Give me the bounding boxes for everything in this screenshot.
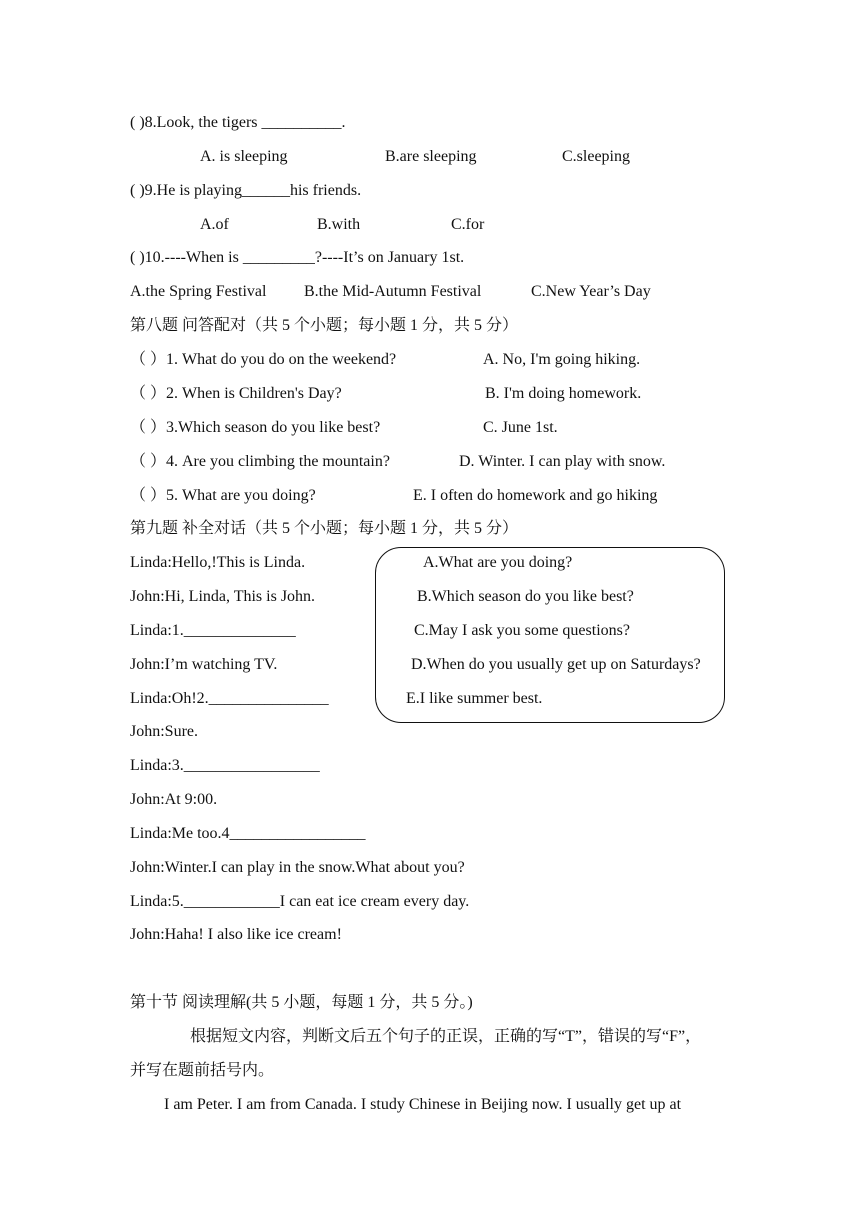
dialogue-line: Linda:5.____________I can eat ice cream every day. [130,893,470,910]
matching-answer: D. Winter. I can play with snow. [459,453,666,470]
q9-option-c: C.for [451,216,485,233]
matching-answer: B. I'm doing homework. [485,385,642,402]
dialogue-line: John:Winter.I can play in the snow.What about you? [130,859,465,876]
matching-answer: E. I often do homework and go hiking [413,487,658,504]
dialogue-line: John:Sure. [130,723,198,740]
section10-instruction: 根据短文内容，判断文后五个句子的正误，正确的写“T”，错误的写“F”， [190,1028,702,1045]
matching-question: （ ）4. Are you climbing the mountain? [130,453,390,470]
reading-passage: I am Peter. I am from Canada. I study Chinese in Beijing now. I usually get up at [164,1096,682,1113]
dialogue-option: B.Which season do you like best? [417,588,634,605]
dialogue-line: John:Haha! I also like ice cream! [130,926,342,943]
dialogue-line: Linda:Me too.4_________________ [130,825,366,842]
dialogue-line: John:Hi, Linda, This is John. [130,588,316,605]
q9-stem: ( )9.He is playing______his friends. [130,182,362,199]
matching-question: （ ）1. What do you do on the weekend? [130,351,397,368]
matching-question: （ ）5. What are you doing? [130,487,316,504]
section10-title: 第十节 阅读理解(共 5 小题，每题 1 分，共 5 分。) [130,994,473,1011]
matching-question: （ ）2. When is Children's Day? [130,385,342,402]
q8-stem: ( )8.Look, the tigers __________. [130,114,346,131]
dialogue-line: Linda:3._________________ [130,757,320,774]
dialogue-option: A.What are you doing? [423,554,573,571]
dialogue-line: Linda:Oh!2._______________ [130,690,329,707]
dialogue-line: Linda:Hello,!This is Linda. [130,554,306,571]
q8-option-c: C.sleeping [562,148,630,165]
matching-answer: A. No, I'm going hiking. [483,351,641,368]
dialogue-line: John:At 9:00. [130,791,218,808]
dialogue-line: Linda:1.______________ [130,622,296,639]
q8-option-a: A. is sleeping [200,148,288,165]
dialogue-line: John:I’m watching TV. [130,656,278,673]
dialogue-option: E.I like summer best. [406,690,543,707]
q9-option-b: B.with [317,216,361,233]
q10-option-a: A.the Spring Festival [130,283,267,300]
section9-title: 第九题 补全对话（共 5 个小题；每小题 1 分，共 5 分） [130,520,519,537]
matching-question: （ ）3.Which season do you like best? [130,419,381,436]
q10-stem: ( )10.----When is _________?----It’s on January 1st. [130,249,465,266]
dialogue-option: D.When do you usually get up on Saturdays? [411,656,701,673]
matching-answer: C. June 1st. [483,419,558,436]
section10-instruction: 并写在题前括号内。 [130,1062,275,1079]
q8-option-b: B.are sleeping [385,148,477,165]
q9-option-a: A.of [200,216,229,233]
q10-option-c: C.New Year’s Day [531,283,651,300]
section8-title: 第八题 问答配对（共 5 个小题；每小题 1 分，共 5 分） [130,317,519,334]
q10-option-b: B.the Mid-Autumn Festival [304,283,482,300]
dialogue-option: C.May I ask you some questions? [414,622,630,639]
